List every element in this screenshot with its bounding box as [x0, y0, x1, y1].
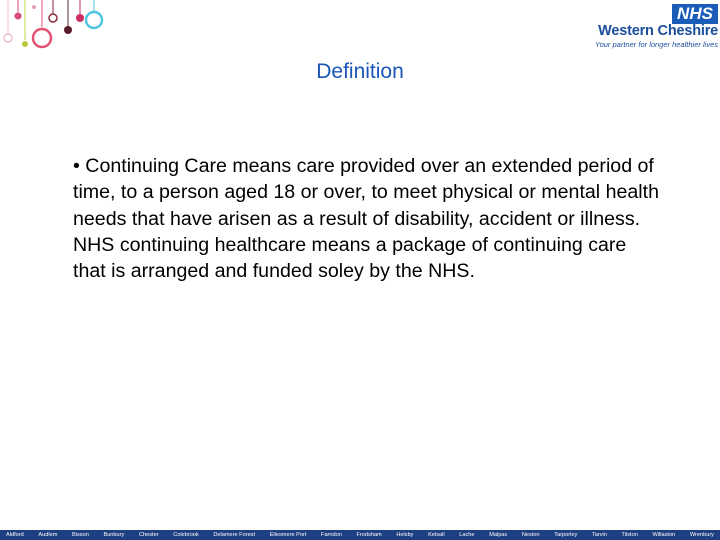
slide-title-row [0, 60, 720, 84]
footer-town-label: Wrenbury [689, 532, 714, 538]
organisation-tagline: Your partner for longer healthier lives [595, 40, 718, 49]
footer-towns-strip [0, 530, 720, 540]
footer-town-label: Farndon [321, 532, 342, 538]
footer-town-label: Kelsall [428, 532, 445, 538]
footer-town-label: Lache [459, 532, 475, 538]
footer-town-label: Bisson [72, 532, 89, 538]
footer-town-label: Malpas [489, 532, 508, 538]
organisation-name: Western Cheshire [598, 23, 718, 39]
decorative-circles-graphic [0, 0, 110, 60]
footer-town-label: Chester [138, 532, 159, 538]
footer-town-label: Tarvin [591, 532, 607, 538]
definition-paragraph: • Continuing Care means care provided over an extended period of time, to a person aged 18 or over, to meet physical or mental health needs that have arisen as a result of disability, accident or illness. NHS continuing healthcare means a package of continuing care that is arranged and funded soley by the NHS. [73, 155, 659, 283]
nhs-badge: NHS [672, 4, 718, 24]
slide-title: Definition [316, 60, 404, 83]
footer-town-label: Tilston [621, 532, 638, 538]
footer-town-label: Delamere Forest [213, 532, 256, 538]
footer-town-label: Audlem [38, 532, 58, 538]
footer-town-label: Willaston [652, 532, 676, 538]
footer-town-label: Helsby [396, 532, 414, 538]
footer-town-label: Bunbury [103, 532, 125, 538]
footer-town-label: Aldford [6, 532, 24, 538]
footer-town-label: Ellesmere Port [269, 532, 307, 538]
footer-town-label: Tarporley [554, 532, 578, 538]
footer-town-label: Frodsham [356, 532, 382, 538]
footer-town-label: Neston [521, 532, 540, 538]
footer-town-label: Colebrook [173, 532, 199, 538]
nhs-logo [583, 4, 718, 50]
